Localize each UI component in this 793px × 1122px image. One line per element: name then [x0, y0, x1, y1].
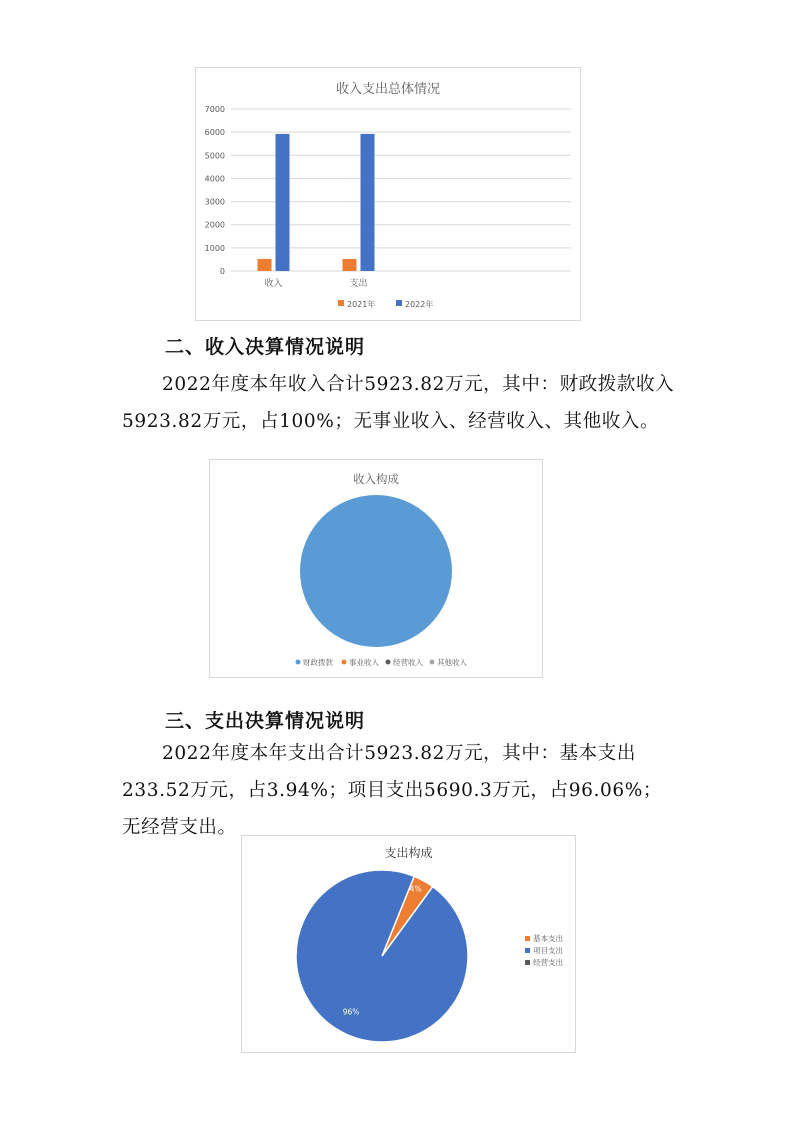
y-tick-label: 1000: [204, 243, 225, 253]
expense-text: 2022年度本年支出合计5923.82万元，其中：基本支出233.52万元，占3.94%；项目支出5690.3万元，占96.06%；无经营支出。: [122, 743, 662, 838]
legend-swatch: [342, 660, 347, 665]
legend-label: 其他收入: [437, 658, 467, 667]
pie-slice: [300, 495, 452, 647]
bar-2022年-支出: [361, 134, 375, 271]
legend-label: 经营支出: [533, 958, 563, 967]
y-tick-label: 3000: [204, 197, 225, 207]
x-tick-label: 收入: [264, 279, 283, 289]
legend-label: 事业收入: [349, 658, 379, 667]
pie-chart-plot: [210, 460, 542, 677]
income-expense-chart: [195, 67, 581, 321]
y-tick-label: 4000: [204, 174, 225, 184]
bar-2021年-收入: [258, 259, 272, 271]
pie-chart-plot: [242, 836, 575, 1052]
legend-swatch: [386, 660, 391, 665]
chart-title: 支出构成: [384, 846, 433, 860]
income-text: 2022年度本年收入合计5923.82万元，其中：财政拨款收入5923.82万元，占100%；无事业收入、经营收入、其他收入。: [122, 374, 675, 432]
chart-title: 收入支出总体情况: [335, 82, 440, 97]
section-heading-income: 二、收入决算情况说明: [165, 336, 366, 358]
y-tick-label: 6000: [204, 128, 225, 138]
legend-label: 基本支出: [533, 934, 563, 943]
legend-swatch: [525, 960, 530, 965]
bar-2021年-支出: [343, 259, 357, 271]
data-label: 4%: [409, 884, 422, 894]
expense-composition-chart: [241, 835, 576, 1053]
legend-label: 2022年: [405, 300, 434, 309]
x-tick-label: 支出: [349, 279, 368, 289]
bar-2022年-收入: [276, 134, 290, 271]
legend-label: 2021年: [347, 300, 376, 309]
y-tick-label: 7000: [204, 105, 225, 114]
legend-swatch: [430, 660, 435, 665]
bar-chart-plot: [196, 68, 580, 320]
legend-swatch: [396, 300, 402, 306]
legend-label: 经营收入: [393, 658, 423, 667]
legend-label: 项目支出: [533, 946, 563, 955]
chart-title: 收入构成: [353, 472, 399, 486]
section-heading-expense: 三、支出决算情况说明: [165, 710, 366, 732]
pie-slice: [296, 870, 468, 1042]
legend-swatch: [525, 936, 530, 941]
y-tick-label: 5000: [204, 151, 225, 161]
data-label: 96%: [342, 1007, 360, 1017]
income-composition-chart: [209, 459, 543, 678]
expense-paragraph: [122, 735, 677, 846]
y-tick-label: 0: [219, 267, 225, 276]
legend-label: 财政拨款: [303, 658, 333, 667]
y-tick-label: 2000: [204, 220, 225, 230]
legend-swatch: [296, 660, 301, 665]
legend-swatch: [525, 948, 530, 953]
legend-swatch: [338, 300, 344, 306]
income-paragraph: [122, 366, 677, 440]
